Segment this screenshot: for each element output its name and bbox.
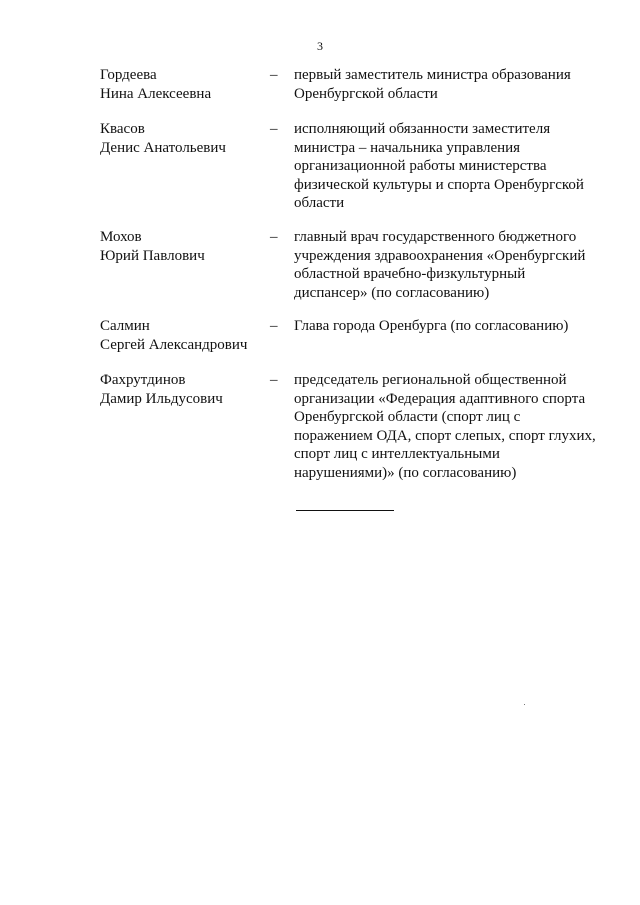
role-line: исполняющий обязанности заместителя bbox=[294, 121, 551, 137]
member-name bbox=[100, 228, 270, 265]
role-line: учреждения здравоохранения «Оренбургский bbox=[294, 247, 586, 264]
role-line: физической культуры и спорта Оренбургской bbox=[294, 176, 584, 193]
member-surname: Гордеева bbox=[100, 67, 157, 83]
member-surname: Мохов bbox=[100, 229, 142, 245]
role-line: Оренбургской области (спорт лиц с bbox=[294, 409, 521, 425]
member-name bbox=[100, 317, 270, 354]
member-name bbox=[100, 371, 270, 408]
member-surname: Фахрутдинов bbox=[100, 372, 186, 388]
member-role bbox=[294, 228, 604, 302]
role-line: Оренбургской области bbox=[294, 85, 438, 102]
role-line: областной врачебно-физкультурный bbox=[294, 266, 526, 282]
member-role bbox=[294, 120, 604, 213]
role-line: нарушениями)» (по согласованию) bbox=[294, 464, 517, 481]
role-line: области bbox=[294, 195, 345, 211]
role-line: организации «Федерация адаптивного спорта bbox=[294, 390, 586, 407]
member-given-names: Дамир Ильдусович bbox=[100, 390, 223, 407]
separator-dash: – bbox=[270, 372, 278, 388]
separator-dash: – bbox=[270, 229, 278, 245]
role-line: спорт лиц с интеллектуальными bbox=[294, 446, 500, 462]
member-surname: Салмин bbox=[100, 318, 150, 334]
closing-rule bbox=[296, 510, 394, 511]
scan-speck bbox=[524, 704, 525, 705]
role-line: министра – начальника управления bbox=[294, 139, 521, 156]
member-name bbox=[100, 66, 270, 103]
separator-dash: – bbox=[270, 121, 278, 137]
role-line: главный врач государственного бюджетного bbox=[294, 229, 577, 245]
member-given-names: Денис Анатольевич bbox=[100, 139, 226, 156]
member-given-names: Нина Алексеевна bbox=[100, 85, 212, 102]
separator-dash: – bbox=[270, 318, 278, 334]
separator-dash: – bbox=[270, 67, 278, 83]
member-given-names: Сергей Александрович bbox=[100, 336, 248, 353]
member-role bbox=[294, 66, 604, 103]
role-line: первый заместитель министра образования bbox=[294, 67, 571, 83]
page-number: 3 bbox=[317, 39, 323, 53]
role-line: организационной работы министерства bbox=[294, 158, 547, 174]
member-given-names: Юрий Павлович bbox=[100, 247, 205, 264]
member-role bbox=[294, 371, 604, 482]
member-surname: Квасов bbox=[100, 121, 145, 137]
role-line: поражением ОДА, спорт слепых, спорт глухих, bbox=[294, 427, 596, 444]
member-name bbox=[100, 120, 270, 157]
role-line: диспансер» (по согласованию) bbox=[294, 284, 490, 301]
role-line: председатель региональной общественной bbox=[294, 372, 567, 388]
member-role bbox=[294, 317, 604, 336]
role-line: Глава города Оренбурга (по согласованию) bbox=[294, 318, 569, 334]
